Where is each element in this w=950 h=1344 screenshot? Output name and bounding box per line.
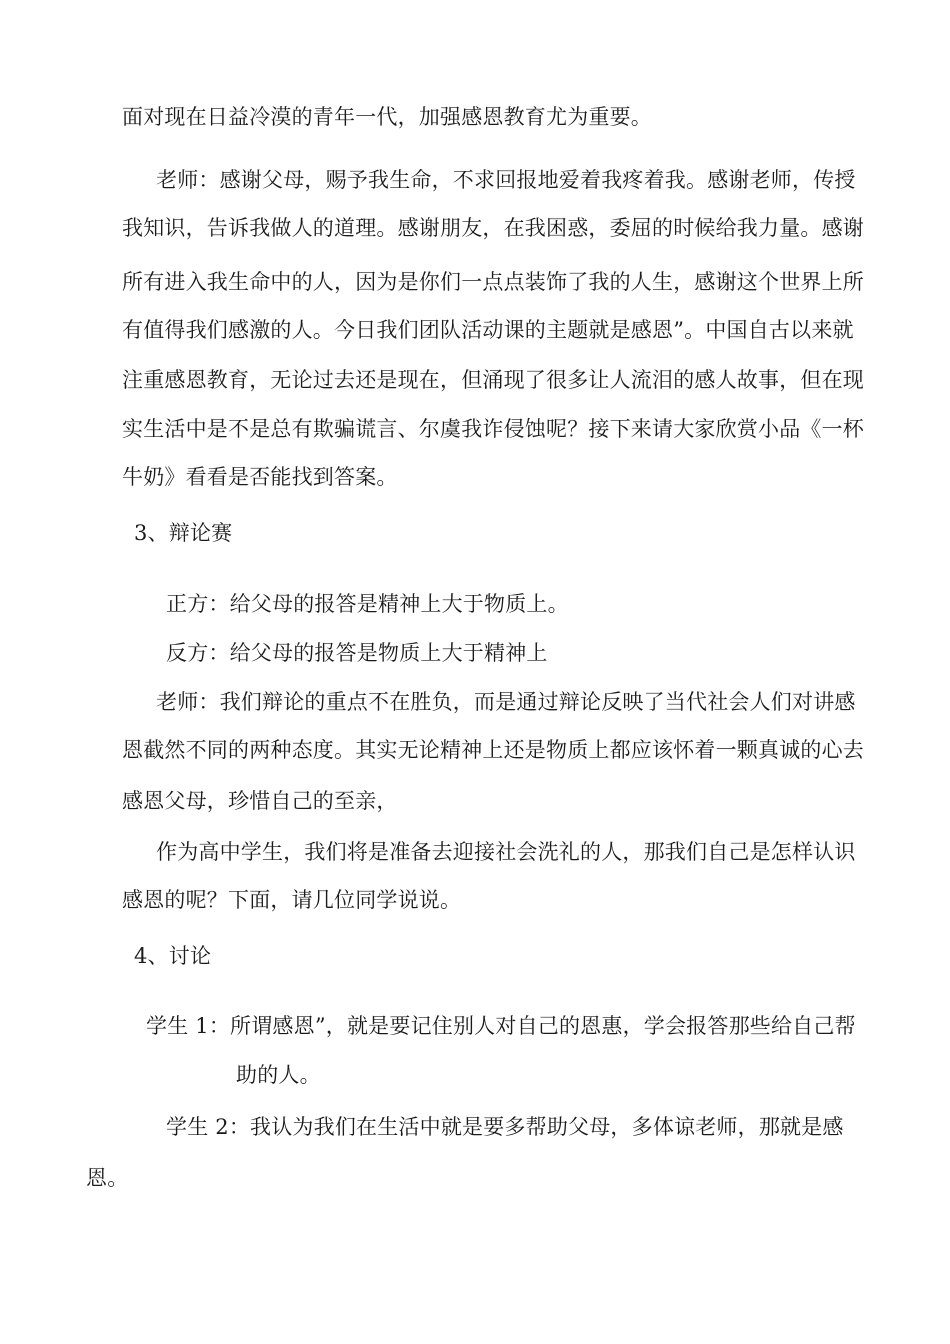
section-heading: 4、讨论 [134,944,212,968]
section-heading: 3、辩论赛 [134,521,233,545]
paragraph-line: 恩。 [86,1166,129,1190]
paragraph-line: 我知识，告诉我做人的道理。感谢朋友，在我困惑，委屈的时候给我力量。感谢 [122,216,864,240]
paragraph-line: 反方：给父母的报答是物质上大于精神上 [166,641,548,665]
paragraph-line: 恩截然不同的两种态度。其实无论精神上还是物质上都应该怀着一颗真诚的心去 [122,738,864,762]
paragraph-line: 牛奶》看看是否能找到答案。 [122,465,398,489]
paragraph-line: 老师：感谢父母，赐予我生命，不求回报地爱着我疼着我。感谢老师，传授 [156,168,856,192]
paragraph-line: 感恩父母，珍惜自己的至亲， [122,789,398,813]
paragraph-line: 作为高中学生，我们将是准备去迎接社会洗礼的人，那我们自己是怎样认识 [156,840,856,864]
paragraph-line: 所有进入我生命中的人，因为是你们一点点装饰了我的人生，感谢这个世界上所 [122,270,864,294]
paragraph-line: 正方：给父母的报答是精神上大于物质上。 [166,592,569,616]
paragraph-line: 实生活中是不是总有欺骗谎言、尔虞我诈侵蚀呢？接下来请大家欣赏小品《一杯 [122,417,864,441]
paragraph-line: 注重感恩教育，无论过去还是现在，但涌现了很多让人流泪的感人故事，但在现 [122,368,864,392]
paragraph-line: 学生 1：所谓感恩”，就是要记住别人对自己的恩惠，学会报答那些给自己帮 [146,1014,856,1038]
paragraph-line: 学生 2：我认为我们在生活中就是要多帮助父母，多体谅老师，那就是感 [166,1115,844,1139]
paragraph-line: 感恩的呢？下面，请几位同学说说。 [122,888,462,912]
paragraph-line: 有值得我们感激的人。今日我们团队活动课的主题就是感恩”。中国自古以来就 [122,318,854,342]
paragraph-line: 助的人。 [236,1063,321,1087]
paragraph-line: 老师：我们辩论的重点不在胜负，而是通过辩论反映了当代社会人们对讲感 [156,690,856,714]
paragraph-line: 面对现在日益冷漠的青年一代，加强感恩教育尤为重要。 [122,105,652,129]
